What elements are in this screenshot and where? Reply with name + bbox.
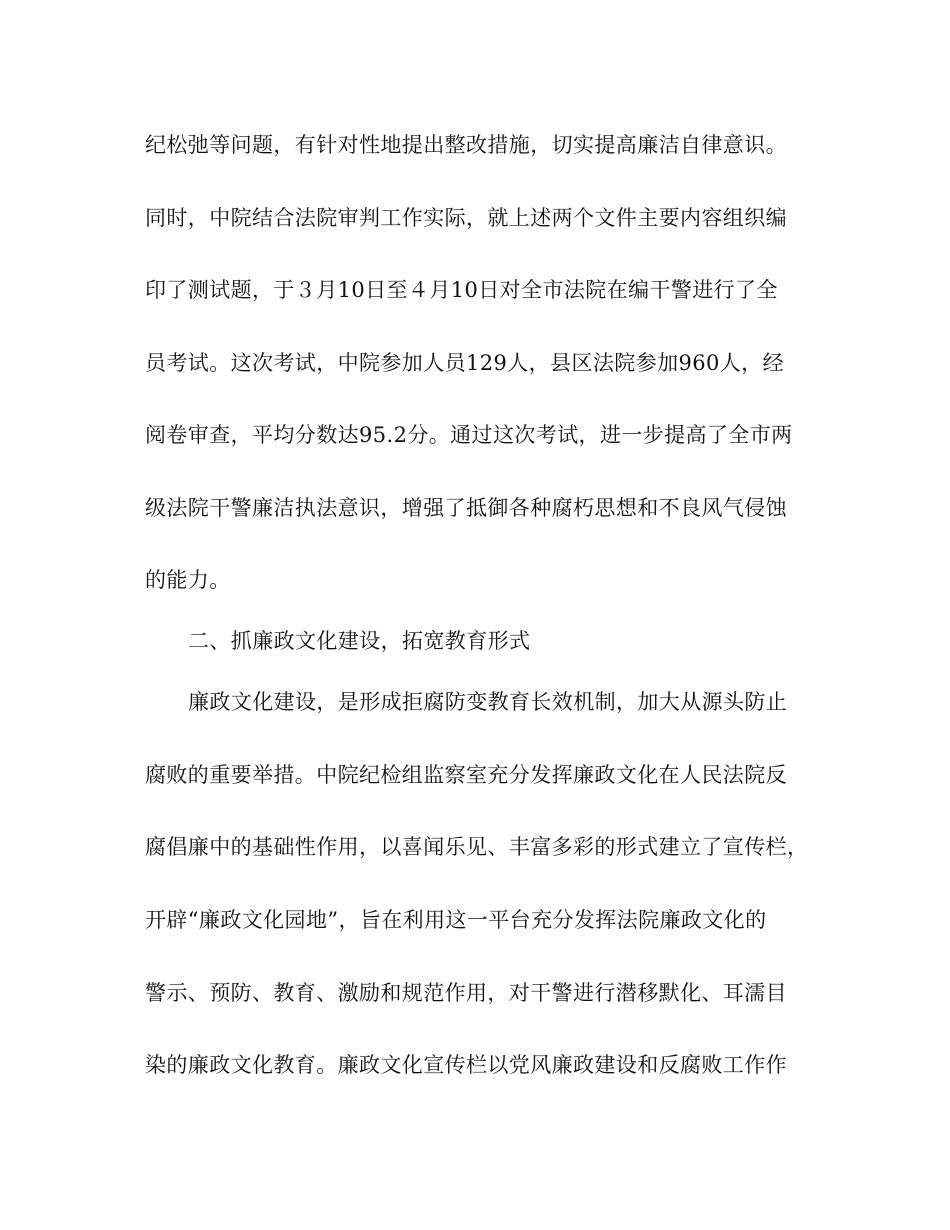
paragraph-line-13: 警示、预防、教育、激励和规范作用，对干警进行潜移默化、耳濡目: [145, 981, 787, 1005]
section-heading: 二、抓廉政文化建设，拓宽教育形式: [188, 629, 531, 653]
paragraph-line-6: 级法院干警廉洁执法意识，增强了抵御各种腐朽思想和不良风气侵蚀: [145, 496, 787, 520]
paragraph-line-7: 的能力。: [145, 568, 231, 592]
paragraph-line-5: 阅卷审查，平均分数达95.2分。通过这次考试，进一步提高了全市两: [145, 423, 793, 447]
paragraph-line-11: 腐倡廉中的基础性作用，以喜闻乐见、丰富多彩的形式建立了宣传栏，: [145, 835, 809, 859]
paragraph-line-3: 印了测试题，于３月10日至４月10日对全市法院在编干警进行了全: [145, 278, 778, 302]
paragraph-line-12: 开辟“廉政文化园地”，旨在利用这一平台充分发挥法院廉政文化的: [145, 908, 767, 932]
paragraph-line-10: 腐败的重要举措。中院纪检组监察室充分发挥廉政文化在人民法院反: [145, 763, 787, 787]
paragraph-line-14: 染的廉政文化教育。廉政文化宣传栏以党风廉政建设和反腐败工作作: [145, 1053, 787, 1077]
paragraph-line-1: 纪松弛等问题，有针对性地提出整改措施，切实提高廉洁自律意识。: [145, 133, 787, 157]
paragraph-line-4: 员考试。这次考试，中院参加人员129人，县区法院参加960人，经: [145, 351, 784, 375]
paragraph-line-9: 廉政文化建设，是形成拒腐防变教育长效机制，加大从源头防止: [188, 690, 788, 714]
paragraph-line-2: 同时，中院结合法院审判工作实际，就上述两个文件主要内容组织编: [145, 206, 787, 230]
